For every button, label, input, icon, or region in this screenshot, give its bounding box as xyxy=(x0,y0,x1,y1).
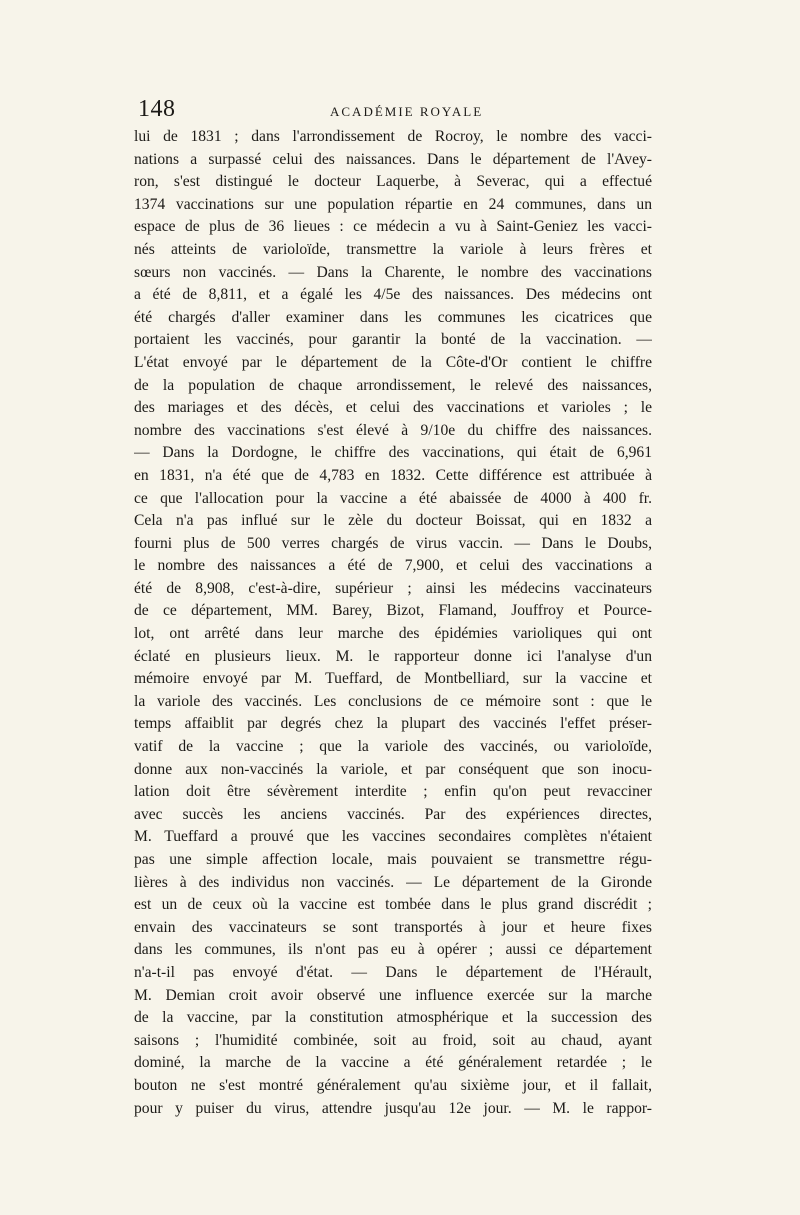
text-line: été de 8,908, c'est-à-dire, supérieur ; ainsi les médecins vaccinateurs xyxy=(134,579,652,597)
text-line: est un de ceux où la vaccine est tombée dans le plus grand discrédit ; xyxy=(134,896,652,914)
text-line: bouton ne s'est montré généralement qu'au sixième jour, et il fallait, xyxy=(134,1076,652,1094)
text-line: vatif de la vaccine ; que la variole des vaccinés, ou varioloïde, xyxy=(134,738,652,756)
text-line: avec succès les anciens vaccinés. Par des expériences directes, xyxy=(134,805,652,823)
text-line: temps affaiblit par degrés chez la plupart des vaccinés l'effet préser- xyxy=(134,715,652,733)
page-number: 148 xyxy=(138,96,176,122)
text-line: M. Tueffard a prouvé que les vaccines secondaires complètes n'étaient xyxy=(134,828,652,846)
text-line: saisons ; l'humidité combinée, soit au froid, soit au chaud, ayant xyxy=(134,1031,652,1049)
running-head: ACADÉMIE ROYALE xyxy=(330,104,484,119)
text-line: fourni plus de 500 verres chargés de virus vaccin. — Dans le Doubs, xyxy=(134,534,652,552)
text-line: Cela n'a pas influé sur le zèle du docteur Boissat, qui en 1832 a xyxy=(134,512,652,530)
text-line: ron, s'est distingué le docteur Laquerbe, à Severac, qui a effectué xyxy=(134,173,652,191)
text-line: portaient les vaccinés, pour garantir la bonté de la vaccination. — xyxy=(134,331,652,349)
text-line: lation doit être sévèrement interdite ; enfin qu'on peut revacciner xyxy=(134,783,652,801)
text-line: espace de plus de 36 lieues : ce médecin a vu à Saint-Geniez les vacci- xyxy=(134,218,652,236)
text-line: 1374 vaccinations sur une population répartie en 24 communes, dans un xyxy=(134,195,652,213)
text-line: de la vaccine, par la constitution atmosphérique et la succession des xyxy=(134,1009,652,1027)
text-line: nés atteints de varioloïde, transmettre la variole à leurs frères et xyxy=(134,240,652,258)
text-line: en 1831, n'a été que de 4,783 en 1832. Cette différence est attribuée à xyxy=(134,466,652,484)
text-line: ce que l'allocation pour la vaccine a été abaissée de 4000 à 400 fr. xyxy=(134,489,652,507)
text-line: lot, ont arrêté dans leur marche des épidémies varioliques qui ont xyxy=(134,625,652,643)
text-line: de la population de chaque arrondissement, le relevé des naissances, xyxy=(134,376,652,394)
text-line: — Dans la Dordogne, le chiffre des vaccinations, qui était de 6,961 xyxy=(134,444,652,462)
text-line: dominé, la marche de la vaccine a été généralement retardée ; le xyxy=(134,1054,652,1072)
text-line: dans les communes, ils n'ont pas eu à opérer ; aussi ce département xyxy=(134,941,652,959)
text-line: mémoire envoyé par M. Tueffard, de Montbelliard, sur la vaccine et xyxy=(134,670,652,688)
text-line: n'a-t-il pas envoyé d'état. — Dans le département de l'Hérault, xyxy=(134,963,652,981)
text-line: nations a surpassé celui des naissances. Dans le département de l'Avey- xyxy=(134,150,652,168)
text-line: a été de 8,811, et a égalé les 4/5e des naissances. Des médecins ont xyxy=(134,286,652,304)
text-line: la variole des vaccinés. Les conclusions de ce mémoire sont : que le xyxy=(134,692,652,710)
text-line: été chargés d'aller examiner dans les communes les cicatrices que xyxy=(134,308,652,326)
body-text xyxy=(134,126,652,1120)
text-line: des mariages et des décès, et celui des vaccinations et varioles ; le xyxy=(134,399,652,417)
text-line: éclaté en plusieurs lieux. M. le rapporteur donne ici l'analyse d'un xyxy=(134,647,652,665)
text-line: M. Demian croit avoir observé une influence exercée sur la marche xyxy=(134,986,652,1004)
text-line: le nombre des naissances a été de 7,900, et celui des vaccinations a xyxy=(134,557,652,575)
text-line: donne aux non-vaccinés la variole, et par conséquent que son inocu- xyxy=(134,760,652,778)
text-line: lières à des individus non vaccinés. — Le département de la Gironde xyxy=(134,873,652,891)
text-line: lui de 1831 ; dans l'arrondissement de Rocroy, le nombre des vacci- xyxy=(134,128,652,145)
text-line: envain des vaccinateurs se sont transportés à jour et heure fixes xyxy=(134,918,652,936)
page-header xyxy=(118,96,658,126)
text-line: sœurs non vaccinés. — Dans la Charente, le nombre des vaccinations xyxy=(134,263,652,281)
text-line: pas une simple affection locale, mais pouvaient se transmettre régu- xyxy=(134,851,652,868)
text-line: nombre des vaccinations s'est élevé à 9/10e du chiffre des naissances. xyxy=(134,421,652,439)
text-line: pour y puiser du virus, attendre jusqu'au 12e jour. — M. le rappor- xyxy=(134,1099,652,1117)
text-line: de ce département, MM. Barey, Bizot, Flamand, Jouffroy et Pource- xyxy=(134,602,652,620)
text-line: L'état envoyé par le département de la Côte-d'Or contient le chiffre xyxy=(134,353,652,371)
